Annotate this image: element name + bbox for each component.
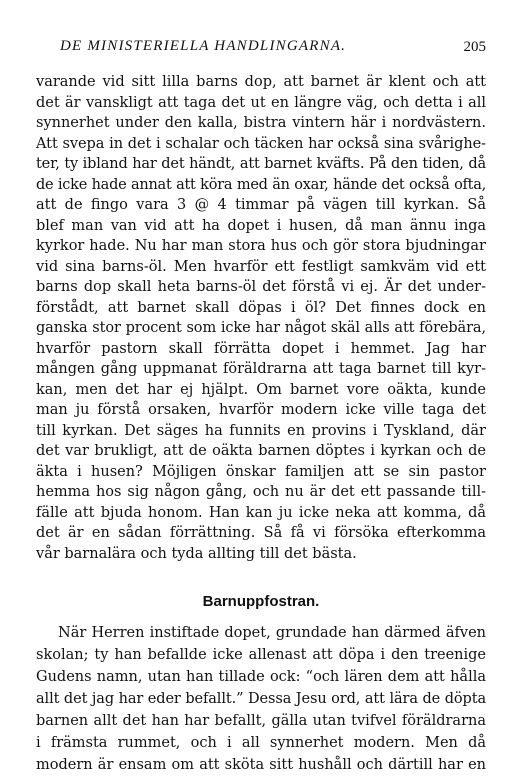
body-paragraph (36, 72, 486, 564)
body-paragraph (36, 622, 486, 776)
text-line: kyrkor hade. Nu har man stora hus och gör stora bjudningar (36, 238, 486, 254)
text-line: varande vid sitt lilla barns dop, att barnet är klent och att (36, 74, 486, 90)
text-line: förstådt, att barnet skall döpas i öl? Det finnes dock en (36, 299, 486, 316)
text-line: det var brukligt, att de oäkta barnen döptes i kyrkan och de (36, 443, 486, 459)
text-line: ganska stor procent som icke har något skäl alls att förebära, (36, 320, 486, 336)
text-line: vår barnalära och tyda allting till det bästa. (36, 545, 357, 562)
text-line: skolan; ty han befallde icke allenast att döpa i den treenige (36, 647, 486, 663)
text-line: blef man van vid att ha dopet i husen, då man ännu inga (36, 217, 486, 234)
text-line: vid sina barns-öl. Men hvarför ett festligt samkväm vid ett (36, 258, 486, 275)
text-line: mången gång uppmanat föräldrarna att taga barnet till kyr- (36, 361, 486, 377)
text-line: i främsta rummet, och i all synnerhet modern. Men då (36, 735, 486, 751)
text-line: allt det jag har eder befallt.” Dessa Jesu ord, att lära de döpta (36, 691, 486, 707)
text-line: äkta i husen? Möjligen önskar familjen att se sin pastor (36, 463, 486, 480)
text-line: hvarför pastorn skall förrätta dopet i hemmet. Jag har (36, 340, 486, 357)
text-line: det är vanskligt att taga det ut en längre väg, och detta i all (36, 94, 486, 111)
text-line: synnerhet under den kalla, bistra vintern här i nordvästern. (36, 115, 486, 131)
book-page (36, 38, 486, 776)
text-line: hemma hos sig någon gång, och nu är det ett passande till- (36, 484, 486, 500)
text-line: Gudens namn, utan han tillade ock: “och lären dem att hålla (36, 669, 486, 685)
text-line: Att svepa in det i schalar och täcken har också sina svårighe- (36, 135, 486, 152)
running-title: DE MINISTERIELLA HANDLINGARNA. (60, 38, 347, 54)
text-line: barnen allt det han har befallt, gälla utan tvifvel föräldrarna (36, 713, 486, 729)
text-line: man ju förstå orsaken, hvarför modern icke ville taga det (36, 402, 486, 418)
text-line: ter, ty ibland har det händt, att barnet kväfts. På den tiden, då (36, 156, 486, 172)
text-line: att de fingo vara 3 @ 4 timmar på vägen till kyrkan. Så (36, 197, 486, 213)
section-heading: Barnuppfostran. (202, 593, 320, 610)
text-line: det är en sådan förrättning. Så få vi försöka efterkomma (36, 525, 486, 541)
text-line: fälle att bjuda honom. Han kan ju icke neka att komma, då (36, 504, 486, 521)
text-line: kan, men det har ej hjälpt. Om barnet vore oäkta, kunde (36, 381, 486, 398)
text-line: barns dop skall heta barns-öl det förstå vi ej. Är det under- (36, 279, 486, 295)
text-line: modern är ensam om att sköta sitt hushåll och därtill har en (36, 757, 486, 773)
running-header (36, 38, 486, 62)
text-line: När Herren instiftade dopet, grundade han därmed äfven (58, 625, 486, 641)
text-line: till kyrkan. Det säges ha funnits en provins i Tyskland, där (36, 422, 486, 439)
text-line: de icke hade annat att köra med än oxar, hände det också ofta, (36, 176, 486, 193)
page-number: 205 (463, 39, 486, 55)
